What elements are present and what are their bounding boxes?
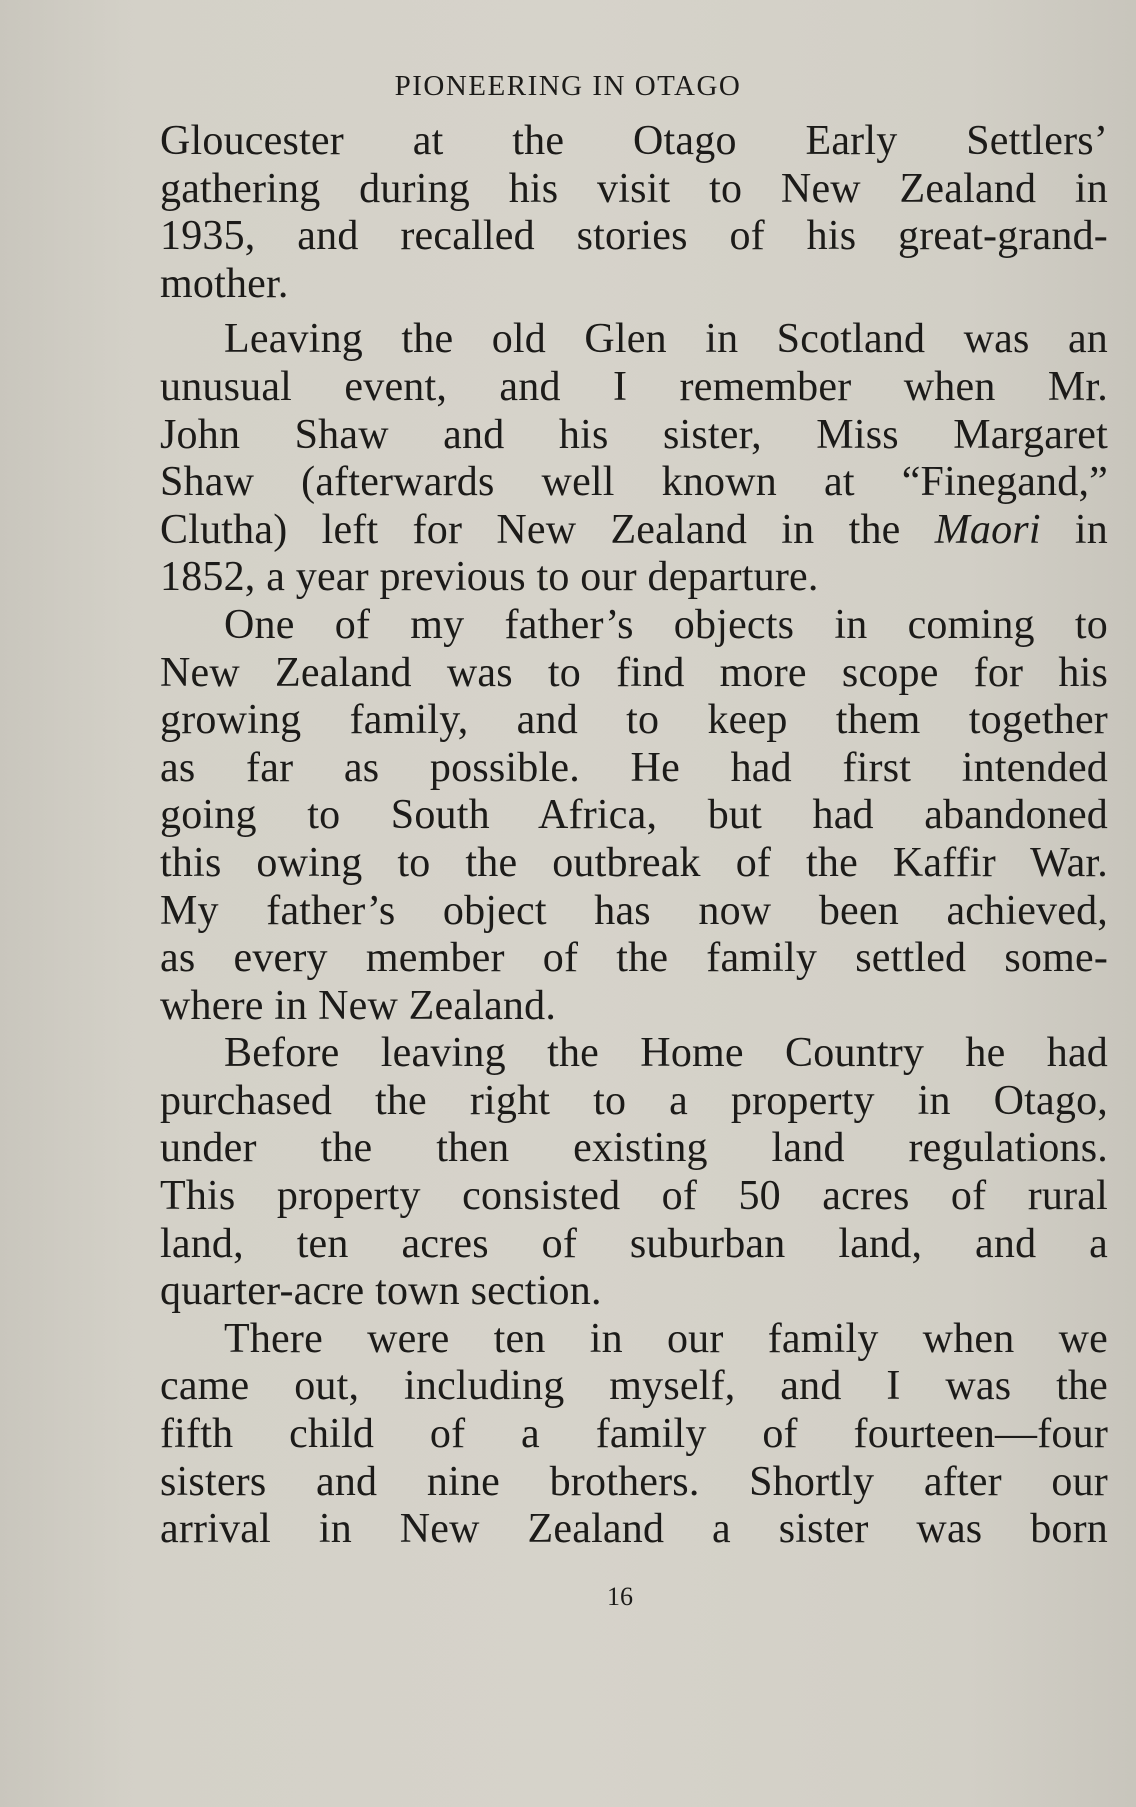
text-line-with-ship [160, 507, 1108, 555]
text-line: came out, including myself, and I was the [160, 1363, 1108, 1410]
text-line: arrival in New Zealand a sister was born [160, 1506, 1108, 1553]
text-line: as every member of the family settled some- [160, 935, 1108, 982]
text-line: unusual event, and I remember when Mr. [160, 363, 1108, 410]
paragraph-5 [160, 1316, 1108, 1554]
text-line: 1935, and recalled stories of his great-grand- [160, 213, 1108, 260]
text-line: under the then existing land regulations. [160, 1125, 1108, 1172]
text-line: There were ten in our family when we [224, 1315, 1108, 1362]
text-line: purchased the right to a property in Otago, [160, 1077, 1108, 1124]
text-line: gathering during his visit to New Zealand in [160, 165, 1108, 212]
text-line: Gloucester at the Otago Early Settlers’ [160, 118, 1108, 164]
text-line: this owing to the outbreak of the Kaffir War. [160, 839, 1108, 886]
text-line: This property consisted of 50 acres of rural [160, 1173, 1108, 1220]
body-text [160, 118, 1108, 1554]
text-line: sisters and nine brothers. Shortly after our [160, 1458, 1108, 1505]
text-line: New Zealand was to find more scope for his [160, 649, 1108, 696]
text-line: Leaving the old Glen in Scotland was an [224, 316, 1108, 363]
text-fragment: Clutha) left for New Zealand in the [160, 506, 901, 553]
text-line: fifth child of a family of fourteen—four [160, 1411, 1108, 1458]
text-fragment: in [1040, 506, 1108, 553]
text-line: where in New Zealand. [160, 982, 557, 1029]
text-line: Shaw (afterwards well known at “Finegand,” [160, 459, 1108, 506]
paragraph-2 [160, 316, 1108, 602]
text-line: My father’s object has now been achieved, [160, 887, 1108, 934]
text-line: One of my father’s objects in coming to [224, 601, 1108, 648]
text-line: going to South Africa, but had abandoned [160, 792, 1108, 839]
paragraph-4 [160, 1030, 1108, 1316]
paragraph-3 [160, 602, 1108, 1030]
text-line: mother. [160, 260, 289, 307]
ship-name: Maori [934, 506, 1041, 553]
page-number: 16 [607, 1582, 633, 1611]
running-title: PIONEERING IN OTAGO [394, 70, 742, 102]
text-line: quarter-acre town section. [160, 1268, 602, 1315]
text-line: Before leaving the Home Country he had [224, 1030, 1108, 1077]
text-line: 1852, a year previous to our departure. [160, 554, 819, 601]
text-line: growing family, and to keep them together [160, 697, 1108, 744]
text-line: John Shaw and his sister, Miss Margaret [160, 411, 1108, 458]
paragraph-1 [160, 118, 1108, 308]
text-line: as far as possible. He had first intended [160, 744, 1108, 791]
text-line: land, ten acres of suburban land, and a [160, 1220, 1108, 1267]
